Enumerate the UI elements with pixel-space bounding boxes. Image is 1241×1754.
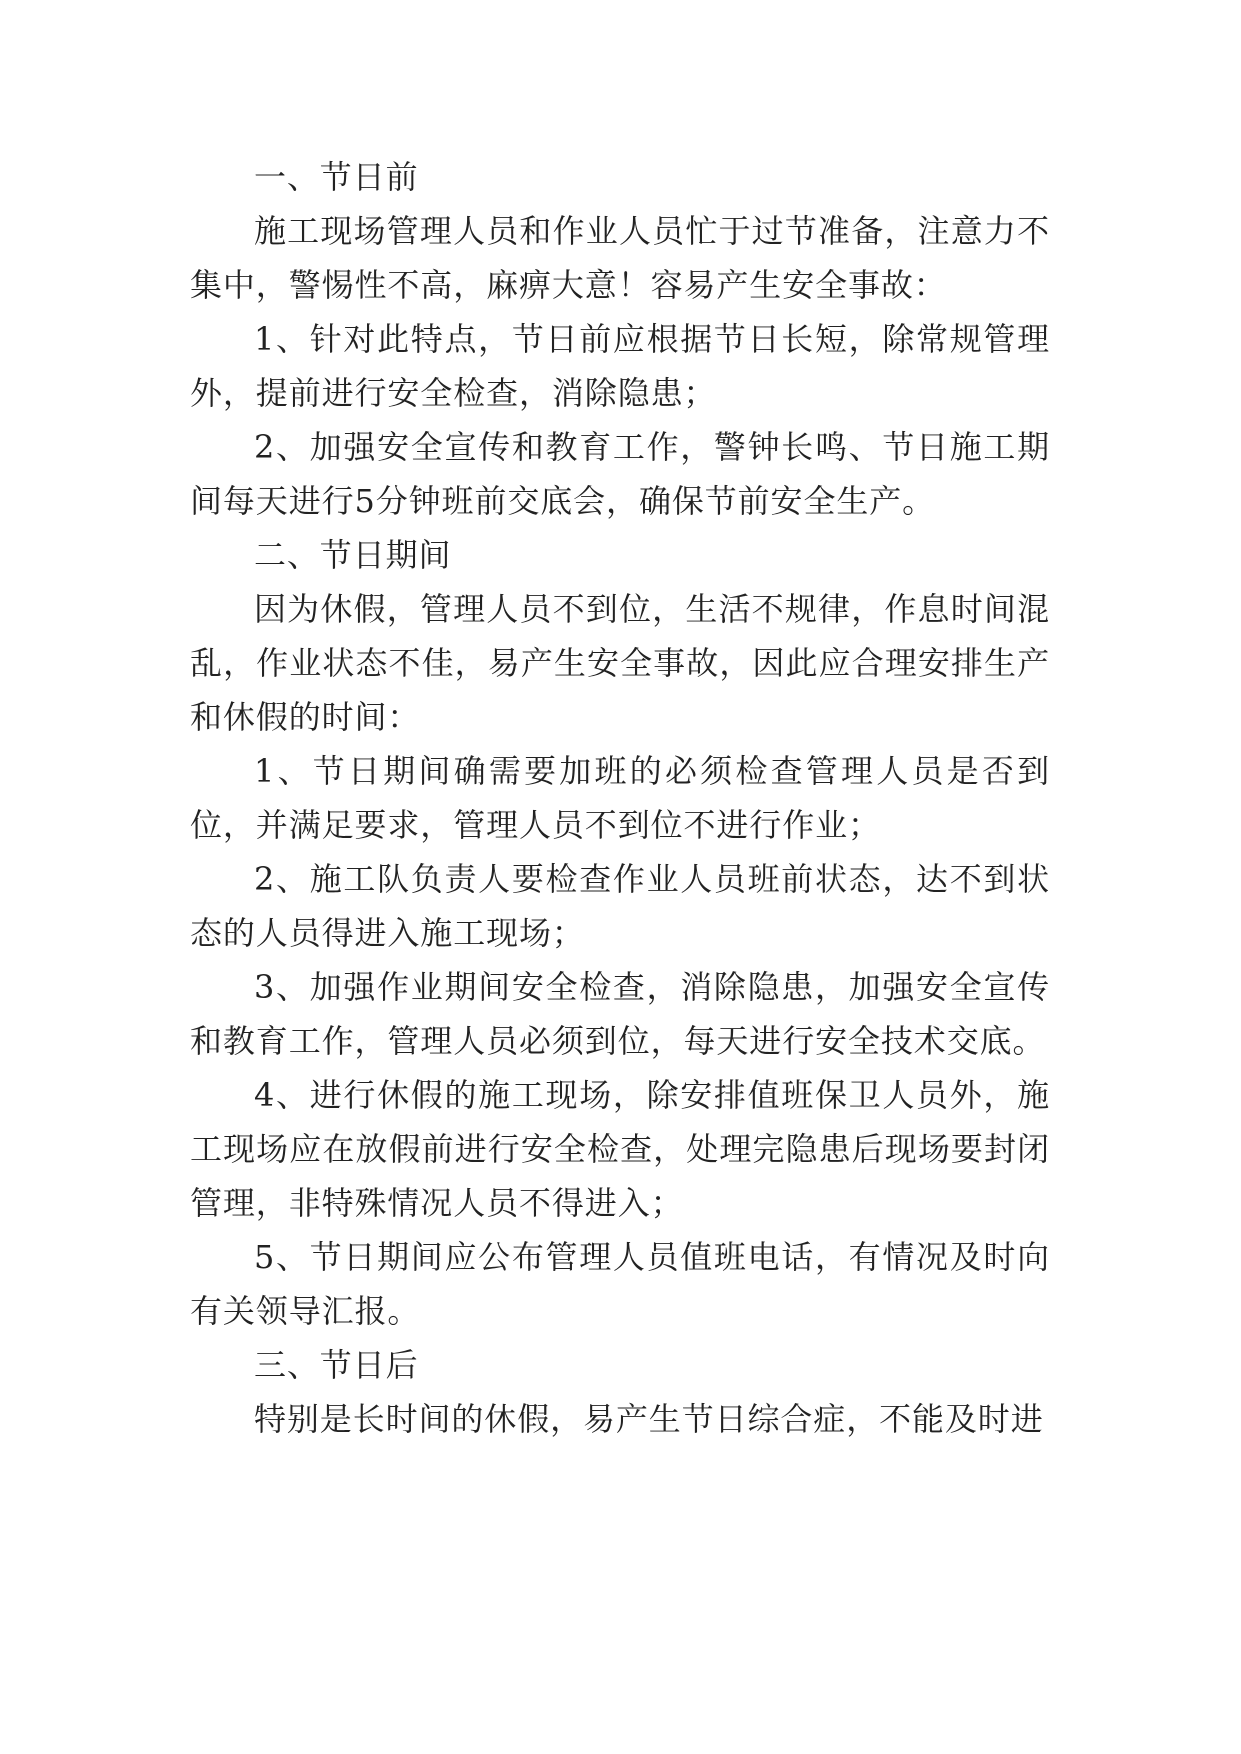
section-heading-before-holiday: 一、节日前 — [254, 158, 419, 196]
list-item: 4、进行休假的施工现场，除安排值班保卫人员外，施工现场应在放假前进行安全检查，处理完隐患后现场要封闭管理，非特殊情况人员不得进入； — [190, 1076, 1050, 1222]
list-item: 5、节日期间应公布管理人员值班电话，有情况及时向有关领导汇报。 — [190, 1238, 1050, 1330]
paragraph: 施工现场管理人员和作业人员忙于过节准备，注意力不集中，警惕性不高，麻痹大意！容易产生安全事故： — [190, 212, 1050, 304]
list-item: 1、节日期间确需要加班的必须检查管理人员是否到位，并满足要求，管理人员不到位不进行作业； — [190, 752, 1050, 844]
list-item: 3、加强作业期间安全检查，消除隐患，加强安全宣传和教育工作，管理人员必须到位，每天进行安全技术交底。 — [190, 968, 1050, 1060]
section-heading-during-holiday: 二、节日期间 — [254, 536, 452, 574]
list-item: 2、施工队负责人要检查作业人员班前状态，达不到状态的人员得进入施工现场； — [190, 860, 1050, 952]
paragraph: 特别是长时间的休假，易产生节日综合症，不能及时进 — [254, 1400, 1044, 1438]
list-item: 1、针对此特点，节日前应根据节日长短，除常规管理外，提前进行安全检查，消除隐患； — [190, 320, 1050, 412]
list-item: 2、加强安全宣传和教育工作，警钟长鸣、节日施工期间每天进行5分钟班前交底会，确保节前安全生产。 — [190, 428, 1050, 520]
paragraph: 因为休假，管理人员不到位，生活不规律，作息时间混乱，作业状态不佳，易产生安全事故，因此应合理安排生产和休假的时间： — [190, 590, 1050, 736]
section-heading-after-holiday: 三、节日后 — [254, 1346, 419, 1384]
document-body — [190, 150, 1050, 1446]
